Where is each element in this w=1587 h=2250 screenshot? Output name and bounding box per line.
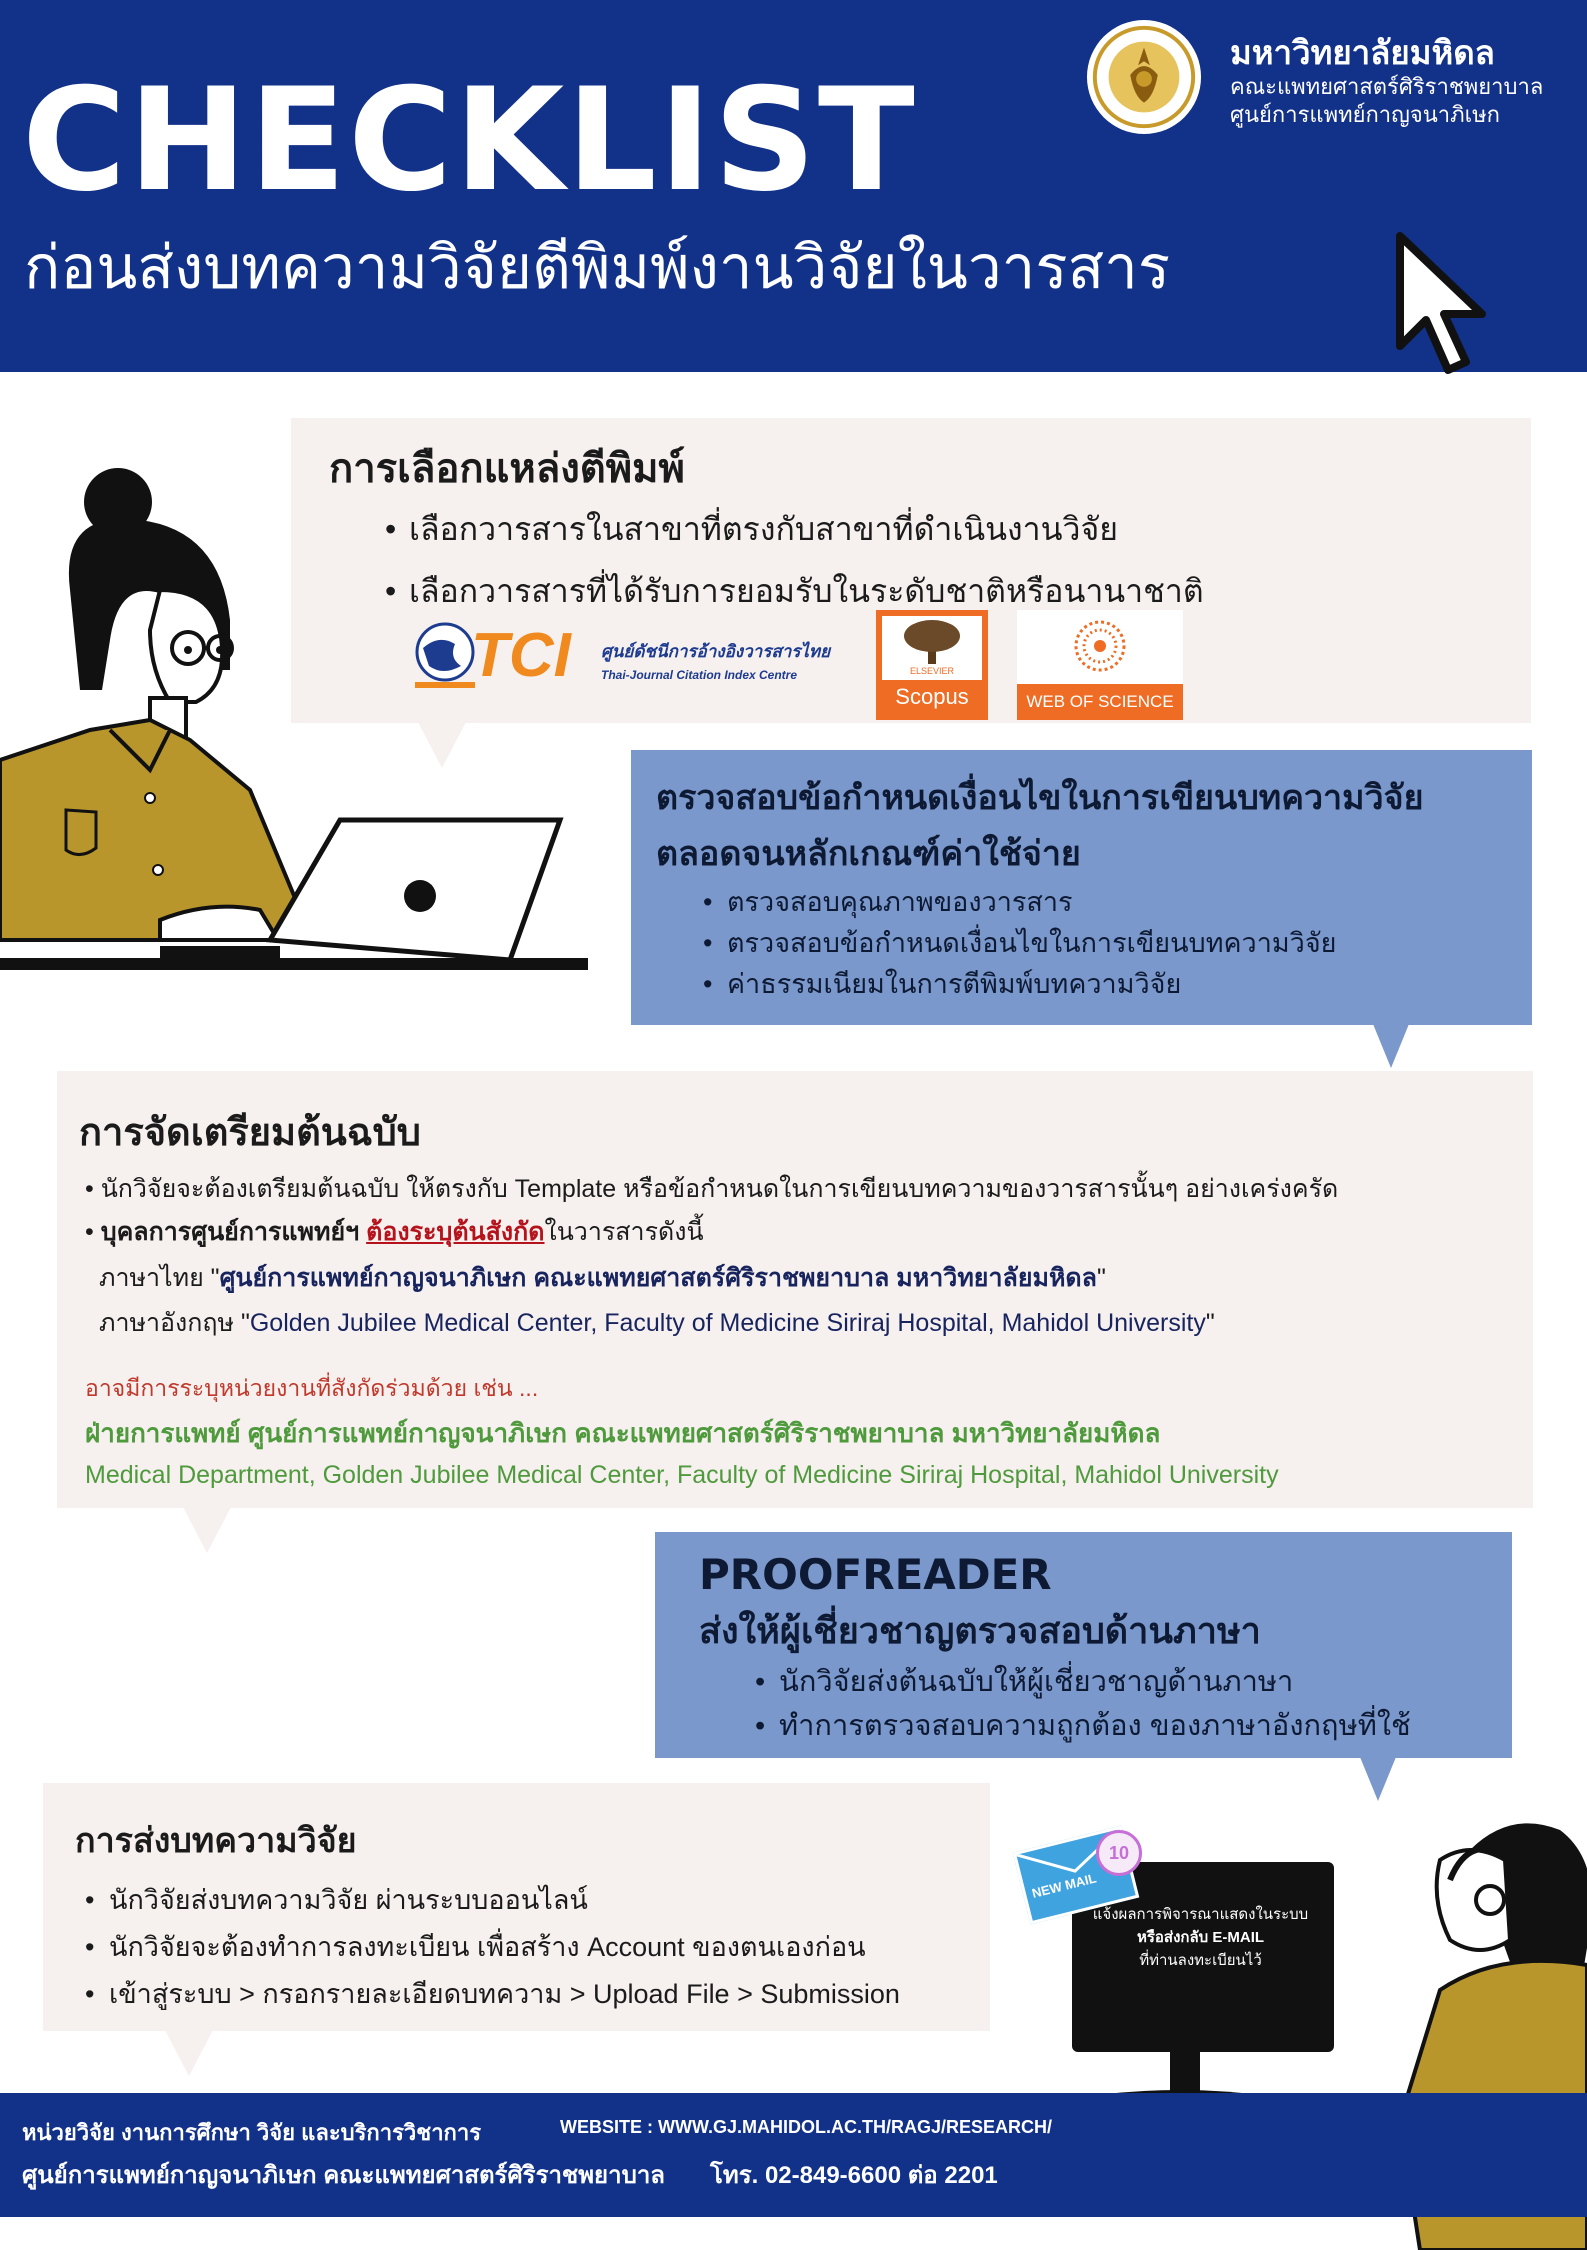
- thai-affiliation-value: ศูนย์การแพทย์กาญจนาภิเษก คณะแพทยศาสตร์ศิริราชพยาบาล มหาวิทยาลัยมหิดล: [219, 1264, 1097, 1292]
- scopus-label: Scopus: [895, 684, 969, 709]
- page-title: CHECKLIST: [22, 58, 917, 223]
- example-thai: ฝ่ายการแพทย์ ศูนย์การแพทย์กาญจนาภิเษก คณะแพทยศาสตร์ศิริราชพยาบาล มหาวิทยาลัยมหิดล: [85, 1418, 1161, 1448]
- section2-title-line1: ตรวจสอบข้อกำหนดเงื่อนไขในการเขียนบทความวิจัย: [656, 779, 1424, 817]
- tci-logo: [409, 618, 839, 708]
- list-item-continuation-text: ทำการตรวจสอบความถูกต้อง ของภาษาอังกฤษที่ใช้: [779, 1710, 1411, 1742]
- section-proofreader: [655, 1532, 1512, 1758]
- section2-title-line2: ตลอดจนหลักเกณฑ์ค่าใช้จ่าย: [656, 835, 1081, 873]
- monitor-message: [1058, 1903, 1343, 1972]
- tci-english-name: Thai-Journal Citation Index Centre: [601, 668, 798, 682]
- page-subtitle: ก่อนส่งบทความวิจัยตีพิมพ์งานวิจัยในวารสาร: [24, 234, 1171, 301]
- footer-center: ศูนย์การแพทย์กาญจนาภิเษก คณะแพทยศาสตร์ศิริราชพยาบาล: [22, 2162, 665, 2189]
- footer-unit: หน่วยวิจัย งานการศึกษา วิจัย และบริการวิชาการ: [22, 2120, 482, 2145]
- thai-close-quote: ": [1096, 1264, 1106, 1292]
- item2-required: ต้องระบุต้นสังกัด: [366, 1218, 545, 1246]
- university-name-block: [1230, 32, 1543, 128]
- tci-mark: TCI: [471, 621, 571, 690]
- section-submission: [43, 1783, 990, 2031]
- callout-tail: [1373, 1024, 1409, 1068]
- callout-tail: [165, 2030, 213, 2076]
- section1-list: [409, 498, 1204, 622]
- list-item: • เลือกวารสารในสาขาที่ตรงกับสาขาที่ดำเนินงานวิจัย: [409, 498, 1204, 560]
- list-item: • นักวิจัยส่งต้นฉบับให้ผู้เชี่ยวชาญด้านภาษา: [779, 1660, 1411, 1704]
- scopus-logo: [876, 610, 988, 720]
- monitor-line2: หรือส่งกลับ E-MAIL: [1136, 1929, 1265, 1946]
- section3-title: การจัดเตรียมต้นฉบับ: [79, 1112, 421, 1154]
- center-name: ศูนย์การแพทย์กาญจนาภิเษก: [1230, 101, 1501, 127]
- globe-icon: [409, 618, 479, 698]
- cursor-arrow-icon: [1392, 228, 1502, 388]
- web-of-science-logo: [1017, 610, 1183, 720]
- note-text: อาจมีการระบุหน่วยงานที่สังกัดร่วมด้วย เช่น ...: [85, 1375, 539, 1401]
- section-manuscript-preparation: [57, 1071, 1533, 1508]
- thai-affiliation: [99, 1258, 1106, 1298]
- list-item: • นักวิจัยจะต้องทำการลงทะเบียน เพื่อสร้าง Account ของตนเองก่อน: [109, 1924, 900, 1971]
- item2-rest: ในวารสารดังนี้: [544, 1218, 704, 1246]
- tree-icon: [882, 616, 982, 666]
- footer-website[interactable]: WEBSITE : WWW.GJ.MAHIDOL.AC.TH/RAGJ/RESEARCH/: [560, 2117, 1052, 2137]
- list-item-continuation: [779, 1704, 1411, 1748]
- monitor-line3: ที่ท่านลงทะเบียนไว้: [1139, 1952, 1262, 1969]
- elsevier-tree-box: [882, 616, 982, 680]
- english-affiliation: [99, 1303, 1215, 1343]
- list-item: • เข้าสู่ระบบ > กรอกรายละเอียดบทความ > Upload File > Submission: [109, 1971, 900, 2018]
- new-mail-label: NEW MAIL: [1030, 1870, 1098, 1901]
- university-seal-icon: [1085, 18, 1203, 136]
- section5-list: [109, 1877, 900, 2018]
- thai-label: ภาษาไทย ": [99, 1264, 220, 1292]
- university-name: มหาวิทยาลัยมหิดล: [1230, 34, 1495, 71]
- example-english: Medical Department, Golden Jubilee Medical Center, Faculty of Medicine Siriraj Hospital, Mahidol University: [85, 1461, 1279, 1489]
- footer-banner: [0, 2093, 1587, 2217]
- callout-tail: [418, 722, 466, 768]
- tci-thai-name: ศูนย์ดัชนีการอ้างอิงวารสารไทย: [601, 642, 831, 661]
- section3-item1: • นักวิจัยจะต้องเตรียมต้นฉบับ ให้ตรงกับ Template หรือข้อกำหนดในการเขียนบทความของวารสารนั้นๆ อย่างเคร่งครัด: [85, 1175, 1339, 1203]
- section5-title: การส่งบทความวิจัย: [75, 1822, 357, 1860]
- section1-title: การเลือกแหล่งตีพิมพ์: [329, 447, 685, 491]
- section3-item2: • บุคลการศูนย์การแพทย์ฯ ต้องระบุต้นสังกัดในวารสารดังนี้: [85, 1218, 704, 1246]
- elsevier-label: ELSEVIER: [909, 666, 955, 676]
- section-requirements: [631, 750, 1532, 1025]
- wos-label: WEB OF SCIENCE: [1026, 692, 1174, 711]
- wos-burst-icon: [1070, 616, 1130, 676]
- eng-close-quote: ": [1205, 1309, 1215, 1337]
- section2-title: [656, 770, 1424, 882]
- list-item: • ตรวจสอบข้อกำหนดเงื่อนไขในการเขียนบทความวิจัย: [727, 923, 1336, 964]
- monitor-line1: แจ้งผลการพิจารณาแสดงในระบบ: [1092, 1906, 1309, 1923]
- list-item: • นักวิจัยส่งบทความวิจัย ผ่านระบบออนไลน์: [109, 1877, 900, 1924]
- section4-title: PROOFREADER: [699, 1550, 1052, 1599]
- callout-tail: [183, 1507, 231, 1553]
- item2-bold: บุคลการศูนย์การแพทย์ฯ: [100, 1218, 360, 1246]
- item1-text: นักวิจัยจะต้องเตรียมต้นฉบับ ให้ตรงกับ Template หรือข้อกำหนดในการเขียนบทความของวารสารนั้นๆ อย่างเคร่งครัด: [100, 1175, 1339, 1203]
- mail-count-badge: 10: [1096, 1830, 1142, 1876]
- list-item: • ตรวจสอบคุณภาพของวารสาร: [727, 882, 1336, 923]
- eng-affiliation-value: Golden Jubilee Medical Center, Faculty of Medicine Siriraj Hospital, Mahidol University: [249, 1309, 1206, 1337]
- faculty-name: คณะแพทยศาสตร์ศิริราชพยาบาล: [1230, 74, 1544, 100]
- eng-label: ภาษาอังกฤษ ": [99, 1309, 250, 1337]
- wos-band: [1017, 684, 1183, 720]
- section4-list: [779, 1660, 1411, 1748]
- header-banner: [0, 0, 1587, 372]
- list-item: • ค่าธรรมเนียมในการตีพิมพ์บทความวิจัย: [727, 964, 1336, 1005]
- footer-phone: โทร. 02-849-6600 ต่อ 2201: [710, 2162, 998, 2189]
- section2-list: [727, 882, 1336, 1005]
- list-item: • เลือกวารสารที่ได้รับการยอมรับในระดับชาติหรือนานาชาติ: [409, 560, 1204, 622]
- section-publication-source: [291, 418, 1531, 723]
- section4-subtitle: ส่งให้ผู้เชี่ยวชาญตรวจสอบด้านภาษา: [699, 1610, 1261, 1651]
